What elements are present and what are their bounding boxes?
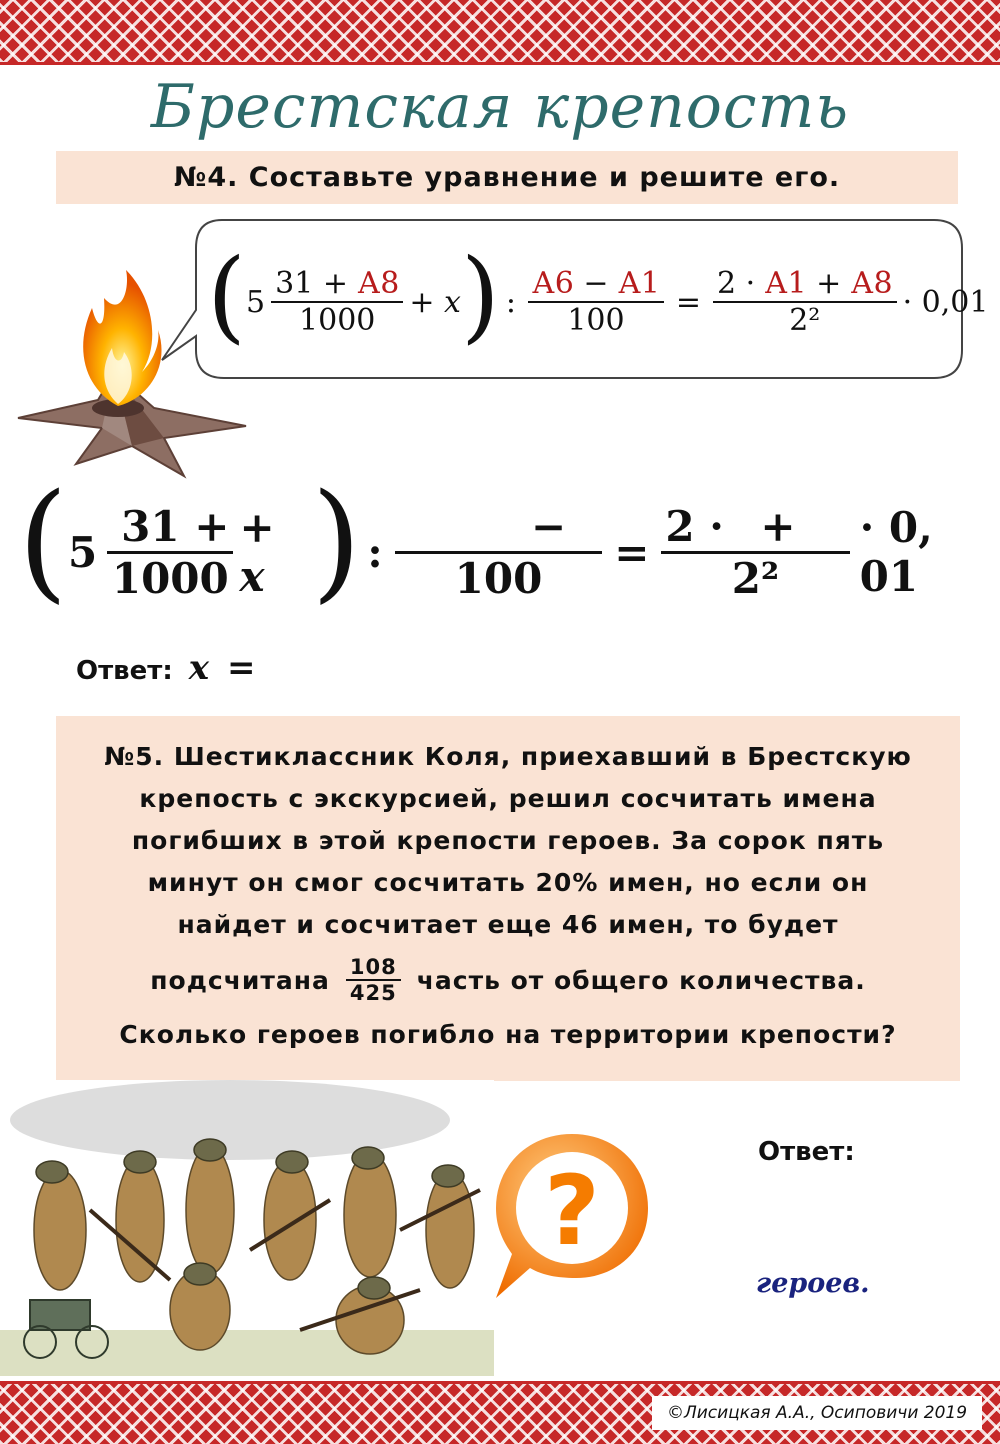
copyright-credit: ©Лисицкая А.А., Осиповичи 2019 xyxy=(652,1396,982,1430)
fraction-3 xyxy=(661,502,849,603)
task5-line: погибших в этой крепости героев. За сорок пять xyxy=(131,826,885,855)
colon-sign: : xyxy=(367,527,383,577)
task5-fraction-numerator: 108 xyxy=(349,955,397,979)
left-paren: ( xyxy=(18,467,68,616)
fraction-3-denominator: 2² xyxy=(731,553,780,603)
fraction-3-numerator: 2 · + xyxy=(665,501,796,551)
task5-answer-label: Ответ: xyxy=(758,1137,855,1167)
fraction-1 xyxy=(107,502,233,603)
whole-part: 5 xyxy=(246,284,266,320)
fill-in-equation xyxy=(18,467,1000,616)
task4-heading: №4. Составьте уравнение и решите его. xyxy=(56,151,958,204)
plus-x: + x xyxy=(239,503,275,601)
fraction-1-numerator: 31 + А8 xyxy=(275,266,400,301)
fraction-2-numerator: А6 − А1 xyxy=(532,266,660,301)
soldiers-illustration xyxy=(0,1080,494,1376)
times-coefficient: · 0, 01 xyxy=(859,503,933,601)
fraction-3 xyxy=(713,266,897,338)
fraction-1-denominator: 1000 xyxy=(299,303,376,338)
fraction-1-numerator: 31 + xyxy=(121,501,230,551)
fraction-3-numerator: 2 · А1 + А8 xyxy=(717,266,893,301)
task4-answer xyxy=(76,648,256,688)
plus-x: + x xyxy=(409,284,461,320)
top-ornament-border xyxy=(0,0,1000,62)
left-paren: ( xyxy=(207,237,247,354)
fraction-1 xyxy=(271,266,403,338)
equals-sign: = xyxy=(614,527,650,577)
page-title: Брестская крепость xyxy=(150,72,850,142)
times-coefficient: · 0,01 xyxy=(902,284,989,320)
answer-label: Ответ: xyxy=(76,656,173,686)
answer-variable: x xyxy=(188,648,210,688)
question-bubble-icon xyxy=(492,1128,652,1308)
task5-answer-unit: героев. xyxy=(756,1268,870,1299)
colon-sign: : xyxy=(505,284,517,320)
task5-fraction xyxy=(346,955,401,1005)
template-equation xyxy=(207,237,989,354)
fraction-2-numerator: − xyxy=(531,501,567,551)
right-paren: ) xyxy=(311,467,362,616)
task5-line: минут он смог сосчитать 20% имен, но если он xyxy=(147,868,869,897)
equals-sign: = xyxy=(675,284,702,320)
whole-part: 5 xyxy=(67,527,98,577)
task5-panel xyxy=(56,716,960,1081)
fraction-2 xyxy=(528,266,664,338)
answer-equals: = xyxy=(227,648,256,688)
right-paren: ) xyxy=(460,237,500,354)
task5-fraction-line: подсчитана $\frac{108}{425}$ часть от общего количества. xyxy=(150,955,866,1005)
task5-line: найдет и сосчитает еще 46 имен, то будет xyxy=(177,910,839,939)
task5-line: крепость с экскурсией, решил сосчитать имена xyxy=(139,784,877,813)
fraction-2-denominator: 100 xyxy=(454,553,543,603)
fraction-2-denominator: 100 xyxy=(567,303,625,338)
svg-text:?: ? xyxy=(544,1155,600,1267)
fraction-1-denominator: 1000 xyxy=(111,553,229,603)
fraction-3-denominator: 2² xyxy=(789,303,821,338)
task5-line: №5. Шестиклассник Коля, приехавший в Брестскую xyxy=(104,742,912,771)
task5-fraction-denominator: 425 xyxy=(349,981,397,1005)
task5-line: Сколько героев погибло на территории крепости? xyxy=(119,1020,897,1049)
fraction-2 xyxy=(395,502,602,603)
